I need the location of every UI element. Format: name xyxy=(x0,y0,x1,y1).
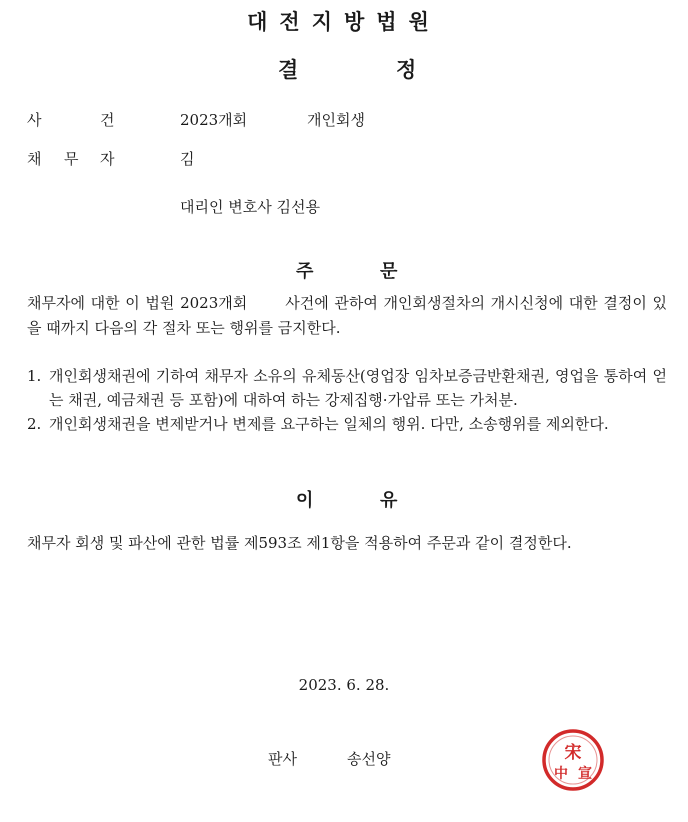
reason-text: 채무자 회생 및 파산에 관한 법률 제593조 제1항을 적용하여 주문과 같이 결정한다. xyxy=(27,534,572,552)
order-intro-part2: 사건에 관하여 개인회생절차의 개시신청에 대한 결정이 있을 때까지 다음의 각 절차 또는 행위를 금지한다. xyxy=(27,294,667,337)
list-item xyxy=(27,412,667,436)
decision-date: 2023. 6. 28. xyxy=(298,676,390,694)
case-label-char-2: 건 xyxy=(100,111,115,129)
reason-heading-char-1: 이 xyxy=(296,490,314,511)
list-item xyxy=(27,364,667,412)
svg-text:宋: 宋 xyxy=(564,743,582,763)
debtor-name: 김 xyxy=(180,150,195,168)
order-intro xyxy=(27,291,667,341)
debtor-label-char-3: 자 xyxy=(100,150,115,168)
judge-title: 판사 xyxy=(268,750,297,768)
debtor-row xyxy=(0,148,688,168)
document-type-char-2: 정 xyxy=(396,58,417,82)
court-name: 대전지방법원 xyxy=(247,10,441,34)
debtor-agent: 대리인 변호사 김선용 xyxy=(180,198,320,216)
list-item-number: 1. xyxy=(27,367,42,385)
case-label-char-1: 사 xyxy=(27,111,42,129)
case-type: 개인회생 xyxy=(307,111,365,129)
case-number: 2023개회 xyxy=(180,111,248,129)
order-heading-char-2: 문 xyxy=(380,261,398,282)
document-type-title xyxy=(0,54,688,80)
document-type-char-1: 결 xyxy=(278,58,299,82)
debtor-label-char-1: 채 xyxy=(27,150,42,168)
judge-name: 송선양 xyxy=(347,750,391,768)
svg-text:宣: 宣 xyxy=(578,766,592,782)
debtor-label-char-2: 무 xyxy=(64,150,79,168)
order-intro-part1: 채무자에 대한 이 법원 2023개회 xyxy=(27,294,248,312)
reason-heading-char-2: 유 xyxy=(380,490,398,511)
judge-seal-stamp xyxy=(541,728,605,792)
case-row xyxy=(0,109,688,129)
order-items xyxy=(27,364,667,436)
list-item-number: 2. xyxy=(27,415,42,433)
reason-heading xyxy=(0,486,688,510)
list-item-text: 개인회생채권을 변제받거나 변제를 요구하는 일체의 행위. 다만, 소송행위를 제외한다. xyxy=(49,415,609,433)
order-heading xyxy=(0,257,688,281)
order-heading-char-1: 주 xyxy=(296,261,314,282)
list-item-text: 개인회생채권에 기하여 채무자 소유의 유체동산(영업장 임차보증금반환채권, 영업을 통하여 얻는 채권, 예금채권 등 포함)에 대하여 하는 강제집행·가압류 또는 가처분. xyxy=(49,367,667,409)
svg-text:中: 中 xyxy=(554,766,568,782)
